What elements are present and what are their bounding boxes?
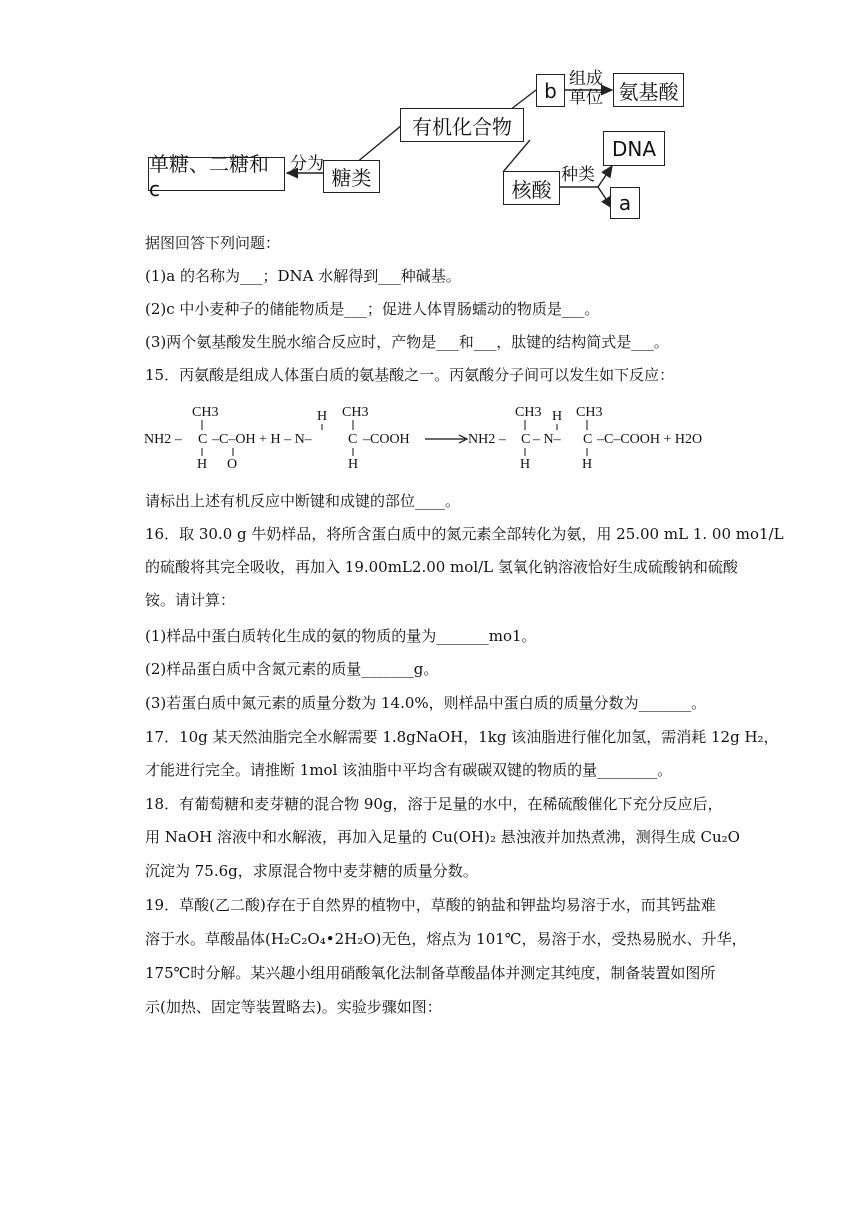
rxn-ch3-3: CH3 — [515, 405, 542, 420]
node-b-label: b — [544, 78, 557, 103]
text-line: 的硫酸将其完全吸收，再加入 19.00mL2.00 mol/L 氢氧化钠溶液恰好生成硫酸钠和硫酸 — [145, 558, 738, 576]
edge-label-type-text: 种类 — [561, 165, 595, 185]
text-line: (1)样品中蛋白质转化生成的氨的物质的量为_______mo1。 — [145, 627, 537, 645]
rxn-nh2-2: NH2 – — [468, 432, 506, 447]
text-line: (2)c 中小麦种子的储能物质是___；促进人体胃肠蠕动的物质是___。 — [145, 300, 600, 318]
node-amino-acid — [613, 73, 684, 107]
node-sugar — [323, 160, 380, 193]
text-line: 17．10g 某天然油脂完全水解需要 1.8gNaOH，1kg 该油脂进行催化加氢，需消耗 12g H₂， — [145, 728, 779, 746]
node-dna-label: DNA — [611, 136, 657, 161]
rxn-c-2: C — [348, 432, 358, 447]
text-line: (1)a 的名称为___；DNA 水解得到___种碱基。 — [145, 267, 461, 285]
node-a-label: a — [618, 191, 632, 215]
text-line: (3)两个氨基酸发生脱水缩合反应时，产物是___和___，肽键的结构简式是___。 — [145, 333, 669, 351]
text-line: 铵。请计算： — [145, 591, 236, 609]
rxn-h-6: H — [582, 457, 593, 472]
rxn-h-4: H — [520, 457, 531, 472]
edge-label-type — [561, 166, 595, 185]
text-line: 16．取 30.0 g 牛奶样品，将所含蛋白质中的氮元素全部转化为氨，用 25.00 mL 1. 00 mo1/L — [145, 525, 784, 543]
edge-label-unit-line1: 组成 — [569, 69, 603, 89]
text-line: 18．有葡萄糖和麦芽糖的混合物 90g，溶于足量的水中，在稀硫酸催化下充分反应后， — [145, 795, 723, 813]
node-amino-acid-label: 氨基酸 — [618, 79, 679, 104]
text-line: 19．草酸(乙二酸)存在于自然界的植物中，草酸的钠盐和钾盐均易溶于水，而其钙盐难 — [145, 896, 716, 914]
reaction-equation — [140, 398, 740, 476]
text-line: 溶于水。草酸晶体(H₂C₂O₄•2H₂O)无色，熔点为 101℃，易溶于水，受热易脱水、升华， — [145, 930, 747, 948]
text-line: 请标出上述有机反应中断键和成键的部位____。 — [145, 492, 461, 510]
text-line: 示(加热、固定等装置略去)。实验步骤如图： — [145, 998, 442, 1016]
node-organic-compound — [400, 108, 524, 142]
text-line: 沉淀为 75.6g，求原混合物中麦芽糖的质量分数。 — [145, 862, 478, 880]
node-nucleic-acid — [503, 171, 560, 205]
rxn-nh2-1: NH2 – — [144, 432, 182, 447]
rxn-c-3: C — [521, 432, 531, 447]
rxn-end: –C–COOH + H2O — [597, 432, 703, 447]
rxn-n-mid: – N– — [533, 432, 561, 447]
concept-diagram — [0, 0, 860, 225]
text-line: 15．丙氨酸是组成人体蛋白质的氨基酸之一。丙氨酸分子间可以发生如下反应： — [145, 366, 675, 384]
rxn-h-5: H — [552, 409, 563, 424]
text-line: 才能进行完全。请推断 1mol 该油脂中平均含有碳碳双键的物质的量________。 — [145, 761, 673, 779]
node-sugar-types — [148, 151, 285, 201]
text-line: 用 NaOH 溶液中和水解液，再加入足量的 Cu(OH)₂ 悬浊液并加热煮沸，测得生成 Cu₂O — [145, 828, 740, 846]
rxn-c-1: C — [198, 432, 208, 447]
rxn-h-2: H — [317, 409, 328, 424]
rxn-mid-1: –C–OH + H – N– — [212, 432, 312, 447]
edge-label-divide-text: 分为 — [290, 154, 324, 174]
edge-label-divide — [290, 155, 324, 174]
node-nucleic-acid-label: 核酸 — [511, 177, 552, 202]
rxn-cooh: –COOH — [363, 432, 410, 447]
rxn-o-1: O — [227, 457, 238, 472]
rxn-ch3-4: CH3 — [576, 405, 603, 420]
rxn-h-1: H — [197, 457, 208, 472]
text-line: (3)若蛋白质中氮元素的质量分数为 14.0%，则样品中蛋白质的质量分数为_______。 — [145, 694, 707, 712]
rxn-ch3-1: CH3 — [192, 405, 219, 420]
text-line: (2)样品蛋白质中含氮元素的质量_______g。 — [145, 660, 439, 678]
text-line: 据图回答下列问题： — [145, 234, 281, 252]
rxn-ch3-2: CH3 — [342, 405, 369, 420]
edge-label-unit — [569, 70, 603, 108]
node-sugar-label: 糖类 — [331, 166, 372, 190]
rxn-h-3: H — [348, 457, 359, 472]
rxn-c-4: C — [583, 432, 593, 447]
node-dna — [603, 131, 665, 166]
node-b — [536, 74, 565, 107]
node-sugar-types-label: 单糖、二糖和 c — [149, 151, 269, 201]
text-line: 175℃时分解。某兴趣小组用硝酸氧化法制备草酸晶体并测定其纯度，制备装置如图所 — [145, 964, 716, 982]
edge-label-unit-line2: 单位 — [569, 88, 603, 108]
node-a — [610, 187, 640, 219]
node-organic-compound-label: 有机化合物 — [412, 114, 512, 139]
